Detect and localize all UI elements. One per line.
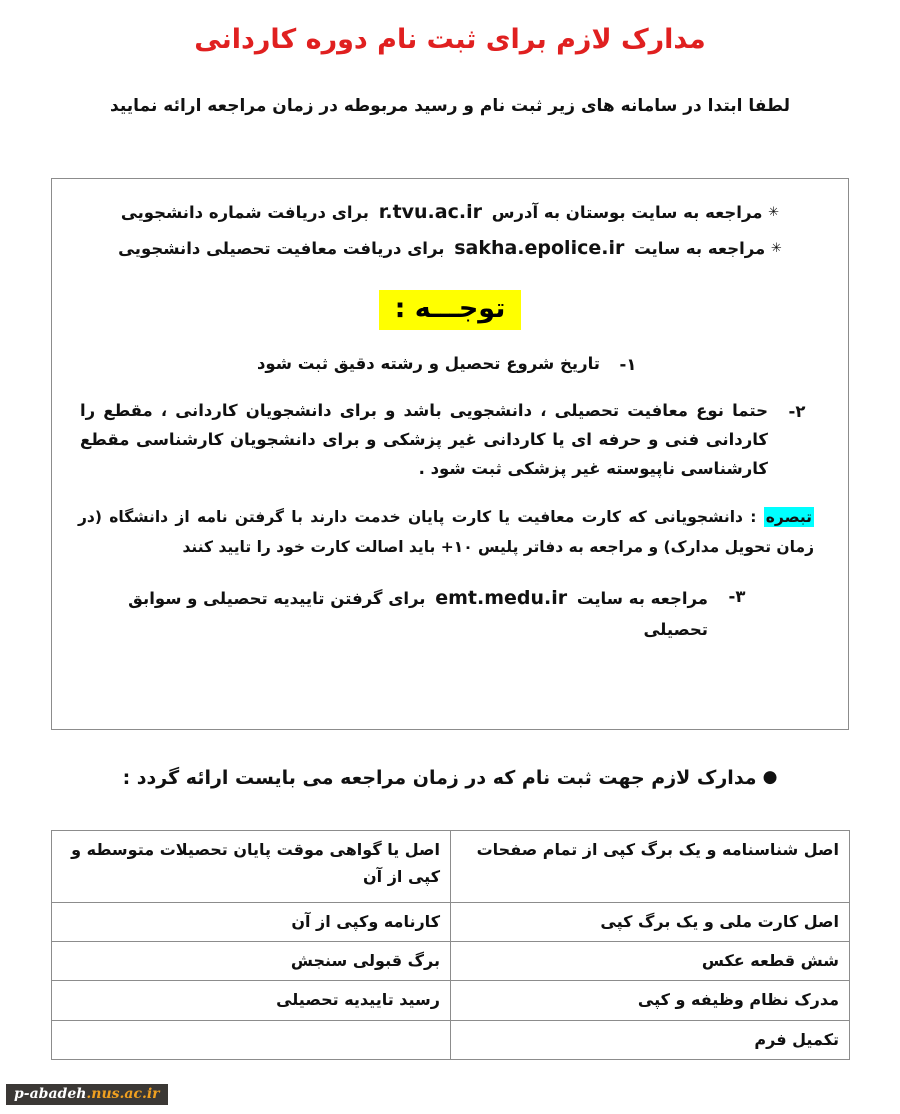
notice-item-3 — [74, 582, 766, 644]
table-row — [52, 831, 850, 903]
site-2-suffix: برای دریافت معافیت تحصیلی دانشجویی — [118, 239, 445, 259]
documents-section-heading-text: مدارک لازم جهت ثبت نام که در زمان مراجعه می بایست ارائه گردد : — [122, 767, 757, 789]
page-subtitle: لطفا ابتدا در سامانه های زیر ثبت نام و رسید مربوطه در زمان مراجعه ارائه نمایید — [110, 96, 790, 117]
attention-heading: توجـــه : — [379, 290, 522, 330]
notice-item-1-text: تاریخ شروع تحصیل و رشته دقیق ثبت شود — [256, 353, 600, 373]
notice-item-3-prefix: مراجعه به سایت — [576, 589, 708, 609]
site-watermark — [6, 1084, 168, 1105]
notice-item-3-suffix: برای گرفتن تاییدیه تحصیلی و سوابق تحصیلی — [128, 589, 708, 639]
attention-heading-wrap — [74, 290, 826, 330]
table-cell-left — [52, 1020, 451, 1059]
table-row — [52, 981, 850, 1020]
notice-item-1-number: ۱- — [619, 354, 637, 374]
table-cell-right: شش قطعه عکس — [451, 942, 850, 981]
clause-text: : دانشجویانی که کارت معافیت یا کارت پایان خدمت دارند با گرفتن نامه از دانشگاه (در زمان تحویل مدارک) و مراجعه به دفاتر پلیس ۱۰+ باید اصالت کارت خود را تایید کنند — [78, 508, 814, 557]
table-cell-right: تکمیل فرم — [451, 1020, 850, 1059]
watermark-domain: .nus.ac.ir — [86, 1086, 160, 1102]
page-title: مدارک لازم برای ثبت نام دوره کاردانی — [194, 24, 706, 55]
site-2-url[interactable]: sakha.epolice.ir — [454, 237, 625, 260]
site-1-url[interactable]: r.tvu.ac.ir — [378, 201, 482, 223]
table-cell-left: کارنامه وکپی از آن — [52, 903, 451, 942]
document-page — [0, 22, 900, 1114]
notice-item-2 — [74, 397, 826, 484]
table-cell-right: مدرک نظام وظیفه و کپی — [451, 981, 850, 1020]
table-row — [52, 1020, 850, 1059]
watermark-name: p-abadeh — [14, 1086, 87, 1102]
table-cell-left: برگ قبولی سنجش — [52, 942, 451, 981]
notice-list-continued — [74, 582, 826, 644]
table-cell-left: رسید تاییدیه تحصیلی — [52, 981, 451, 1020]
table-cell-right: اصل کارت ملی و یک برگ کپی — [451, 903, 850, 942]
bullet-icon: ● — [762, 767, 778, 787]
clause-paragraph — [78, 502, 814, 562]
site-line-2 — [74, 233, 826, 263]
notice-item-2-text: حتما نوع معافیت تحصیلی ، دانشجویی باشد و برای دانشجویان کاردانی ، مقطع را کاردانی فنی و حرفه ای یا کاردانی غیر پزشکی و برای دانشجویان کارشناسی مقطع کارشناسی ناپیوسته غیر پزشکی ثبت شود . — [80, 401, 768, 479]
notice-item-2-number: ۲- — [788, 402, 806, 422]
notice-list — [74, 350, 826, 485]
asterisk-icon: ✳ — [768, 205, 780, 220]
notice-item-3-text — [74, 582, 708, 644]
clause-label: تبصره — [765, 508, 812, 527]
documents-section-heading — [0, 767, 900, 789]
notice-item-3-url[interactable]: emt.medu.ir — [435, 587, 568, 610]
site-line-1 — [74, 197, 826, 227]
table-cell-right: اصل شناسنامه و یک برگ کپی از تمام صفحات — [451, 831, 850, 903]
site-1-suffix: برای دریافت شماره دانشجویی — [120, 203, 369, 222]
table-row — [52, 903, 850, 942]
notice-box — [51, 178, 849, 730]
table-cell-left: اصل یا گواهی موقت پایان تحصیلات متوسطه و کپی از آن — [52, 831, 451, 903]
documents-table — [51, 830, 850, 1060]
documents-table-body — [52, 831, 850, 1060]
notice-item-1 — [74, 350, 656, 380]
site-2-prefix: مراجعه به سایت — [634, 239, 766, 259]
site-1-prefix: مراجعه به سایت بوستان به آدرس — [491, 203, 763, 222]
notice-item-3-number: ۳- — [728, 587, 746, 607]
table-row — [52, 942, 850, 981]
asterisk-icon: ✳ — [770, 241, 782, 257]
